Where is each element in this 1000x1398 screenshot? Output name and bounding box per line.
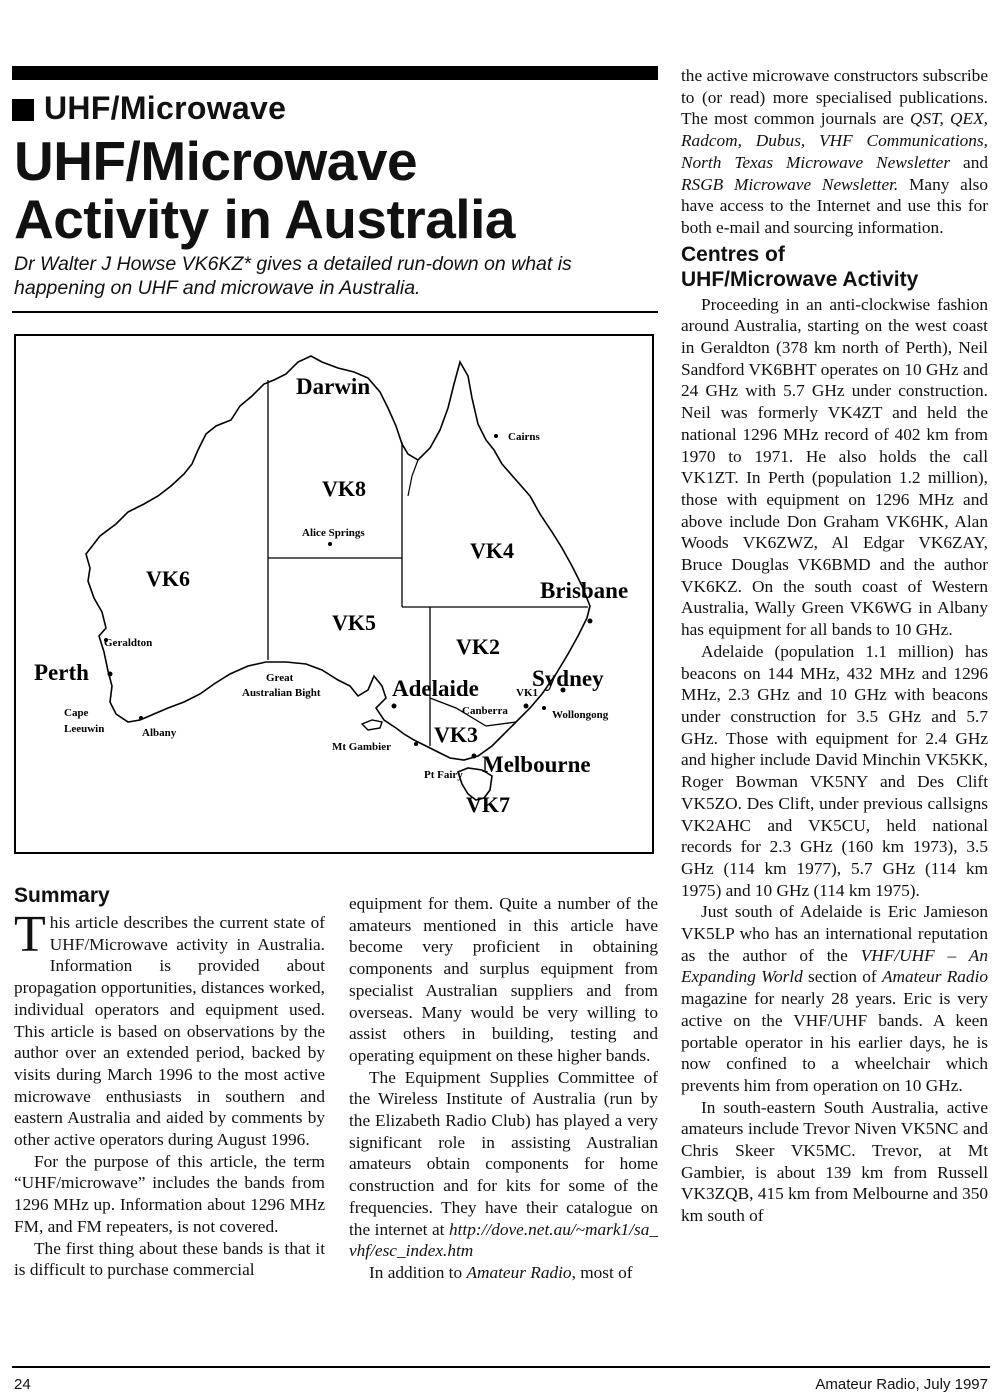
place-alice-springs: Alice Springs [302, 527, 365, 539]
city-melbourne: Melbourne [482, 752, 591, 777]
column-1 [14, 906, 325, 1281]
header-rule [12, 311, 658, 313]
section-tag: UHF/Microwave [12, 90, 658, 127]
region-vk8: VK8 [322, 476, 366, 501]
col3-paragraph-1: the active microwave constructors subscribe to (or read) more specialised publications. The most common journals are QST, QEX, Radcom, Dubus, VHF Communications, North Texas Microwave Newsletter and RSGB Microwave Newsletter. Many also have access to the Internet and use this for both e-mail and sourcing information. [681, 66, 988, 237]
column-3 [681, 65, 988, 1227]
col2-paragraph-3: In addition to Amateur Radio, most of [369, 1262, 633, 1282]
city-perth: Perth [34, 660, 89, 685]
headline [14, 132, 660, 248]
footer-rule [12, 1366, 990, 1368]
drop-cap: T [14, 906, 46, 963]
square-bullet-icon [12, 99, 34, 121]
col3-paragraph-2: Proceeding in an anti-clockwise fashion around Australia, starting on the west coast in Geraldton (378 km north of Perth), Neil Sandford VK6BHT operates on 10 GHz and 24 GHz with 5.7 GHz under construction. Neil was formerly VK4ZT and held the national 1296 MHz record of 402 km from 1970 to 1971. He also holds the call VK1ZT. In Perth (population 1.2 million), those with equipment on 1296 MHz and above include Don Graham VK6HK, Alan Woods VK6ZWZ, Al Edgar VK6ZAY, Bruce Douglas VK6BMD and the author VK6KZ. On the south coast of Western Australia, Wally Green VK6WG in Albany has equipment for all bands to 10 GHz. [681, 294, 988, 640]
summary-heading: Summary [14, 884, 110, 907]
summary-paragraph-1: This article describes the current state of UHF/Microwave activity in Australia. Information is provided about propagation opportunities, distances worked, individual operators and equipment used. This article is based on observations by the author over an extended period, backed by visits during March 1996 to the most active microwave enthusiasts in southern and eastern Australia and aided by comments by other active operators during August 1996. [14, 906, 325, 1150]
centres-heading: Centres of UHF/Microwave Activity [681, 242, 919, 291]
place-great: Great [266, 672, 294, 684]
place-geraldton: Geraldton [104, 637, 153, 649]
place-cairns: Cairns [508, 431, 540, 443]
region-vk4: VK4 [470, 538, 514, 563]
place-canberra: Canberra [462, 705, 508, 717]
region-vk5: VK5 [332, 610, 376, 635]
place-leeuwin: Leeuwin [64, 723, 105, 735]
col3-paragraph-3: Adelaide (population 1.1 million) has beacons on 144 MHz, 432 MHz and 1296 MHz, 2.3 GHz and 10 GHz with beacons under construction for 3.5 GHz and 5.7 GHz. Those with equipment for 2.4 GHz and higher include David Minchin VK5KK, Roger Bowman VK5NY and Des Clift VK5ZO. Des Clift, under previous callsigns VK2AHC and VK5CU, held national records for 2.3 GHz (160 km 1973), 3.5 GHz (114 km 1977), 5.7 GHz (114 km 1975) and 10 GHz (114 km 1975). [681, 641, 988, 900]
col2-paragraph-2: The Equipment Supplies Committee of the Wireless Institute of Australia (run by the Elizabeth Radio Club) has played a very significant role in assisting Australian amateurs obtain components for home construction and for kits for some of the frequencies. They have their catalogue on the internet at http://dove.net.au/~mark1/sa_vhf/esc_index.htm [349, 1067, 658, 1261]
publication-credit: Amateur Radio, July 1997 [815, 1376, 988, 1393]
city-brisbane: Brisbane [540, 578, 629, 603]
city-sydney: Sydney [532, 666, 604, 691]
australia-map [14, 334, 654, 854]
region-vk7: VK7 [466, 792, 510, 817]
place-vk1: VK1 [516, 687, 538, 699]
place-albany: Albany [142, 727, 177, 739]
col2-paragraph-1: equipment for them. Quite a number of the amateurs mentioned in this article have become very proficient in obtaining components and surplus equipment from specialist Australian suppliers and from overseas. Many would be very willing to assist others in building, testing and operating equipment on these higher bands. [349, 894, 658, 1065]
region-vk2: VK2 [456, 634, 500, 659]
place-pt-fairy: Pt Fairy [424, 769, 463, 781]
city-darwin: Darwin [296, 374, 371, 399]
place-wollongong: Wollongong [552, 709, 609, 721]
map-svg [16, 336, 652, 852]
summary-paragraph-3: The first thing about these bands is that it is difficult to purchase commercial [14, 1238, 325, 1280]
standfirst: Dr Walter J Howse VK6KZ* gives a detailed run-down on what is happening on UHF and microwave in Australia. [14, 253, 572, 299]
col3-paragraph-4: Just south of Adelaide is Eric Jamieson VK5LP who has an international reputation as the author of the VHF/UHF – An Expanding World section of Amateur Radio magazine for nearly 28 years. Eric is very active on the VHF/UHF bands. A keen portable operator in his earlier days, he is now confined to a wheelchair which prevents him from operation on 10 GHz. [681, 902, 989, 1095]
region-vk3: VK3 [434, 722, 478, 747]
summary-paragraph-2: For the purpose of this article, the term “UHF/microwave” includes the bands from 1296 MHz up. Information about 1296 MHz FM, and FM repeaters, is not covered. [14, 1151, 325, 1236]
place-cape: Cape [64, 707, 89, 719]
place-mt-gambier: Mt Gambier [332, 741, 391, 753]
column-2 [349, 893, 658, 1284]
page-number: 24 [14, 1376, 31, 1393]
headline-line2: Activity in Australia [14, 188, 515, 250]
col3-paragraph-5: In south-eastern South Australia, active amateurs include Trevor Niven VK5NC and Chris Skeer VK5MC. Trevor, at Mt Gambier, is about 139 km from Russell VK3ZQB, 415 km from Melbourne and 350 km south of [681, 1097, 988, 1226]
place-australian-bight: Australian Bight [242, 687, 321, 699]
esc-url-link[interactable]: http://dove.net.au/~mark1/sa_vhf/esc_index.htm [349, 1219, 658, 1261]
headline-line1: UHF/Microwave [14, 130, 418, 192]
region-vk6: VK6 [146, 566, 190, 591]
city-adelaide: Adelaide [392, 676, 479, 701]
top-bar [12, 66, 658, 80]
